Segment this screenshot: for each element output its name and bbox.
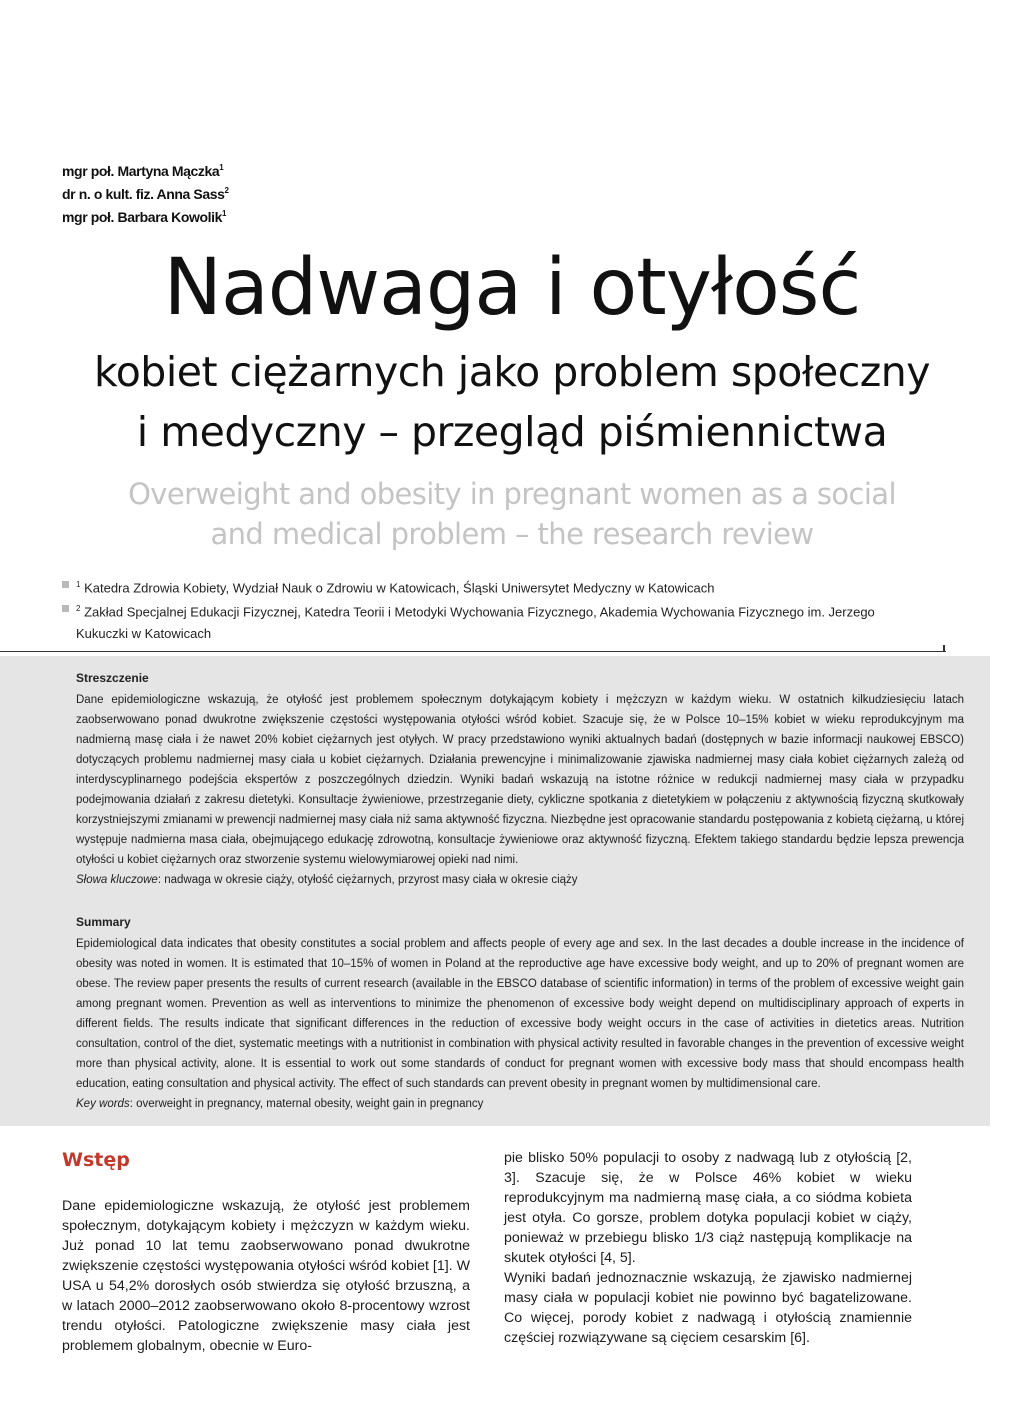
keywords: Key words: overweight in pregnancy, maternal obesity, weight gain in pregnancy (76, 1098, 484, 1110)
title-subtitle (0, 342, 1024, 462)
body-paragraph: Dane epidemiologiczne wskazują, że otyłość jest problemem społecznym, dotykającym kobiety i mężczyzn w każdym wieku. Już ponad 10 lat temu zaobserwowano ponad dwukrotne zwiększenie częstości występowania otyłości wśród kobiet [1]. W USA u 54,2% dorosłych osób stwierdza się otyłość brzuszną, a w latach 2000–2012 zaobserwowano około 8-procentowy wzrost trendu otyłości. Patologiczne zwiększenie masy ciała jest problemem globalnym, obecnie w Euro- (62, 1198, 470, 1354)
abstract-heading: Summary (76, 915, 131, 929)
title-english-line: Overweight and obesity in pregnant women as a social (128, 477, 896, 511)
title-english (0, 474, 1024, 554)
divider (0, 651, 946, 652)
author: mgr poł. Barbara Kowolik$^1$ (62, 209, 227, 225)
body-paragraph: Wyniki badań jednoznacznie wskazują, że zjawisko nadmiernej masy ciała w populacji kobiet nie powinno być bagatelizowane. Co więcej, porody kobiet z nadwagą i otyłością znamiennie częściej rozwiązywane są cięciem cesarskim [6]. (504, 1270, 912, 1346)
author: mgr poł. Martyna Mączka$^1$ (62, 163, 224, 179)
title-subtitle-line: kobiet ciężarnych jako problem społeczny (93, 348, 931, 396)
author-list (62, 158, 229, 227)
affiliation: $^2$ Zakład Specjalnej Edukacji Fizycznej, Katedra Teorii i Metodyki Wychowania Fizycznego, Akademia Wychowania Fizycznego im. Jerzego Kukuczki w Katowicach (62, 598, 882, 643)
affiliations (62, 574, 882, 644)
abstract-english (76, 912, 964, 1114)
bullet-square-icon (62, 581, 69, 588)
section-heading: Wstęp (62, 1149, 130, 1171)
title-main: Nadwaga i otyłość (163, 243, 861, 333)
bullet-square-icon (62, 605, 69, 612)
abstract-heading: Streszczenie (76, 671, 149, 685)
body-paragraph: pie blisko 50% populacji to osoby z nadwagą lub z otyłością [2, 3]. Szacuje się, że w Polsce 46% kobiet w wieku reprodukcyjnym ma nadmierną masę ciała, a co siódma kobieta jest otyła. Co gorsze, problem dotyka populacji kobiet w ciąży, ponieważ w przebiegu blisko 1/3 ciąż następują komplikacje na skutek otyłości [4, 5]. (504, 1150, 912, 1266)
keywords: Słowa kluczowe: nadwaga w okresie ciąży, otyłość ciężarnych, przyrost masy ciała w okresie ciąży (76, 874, 578, 886)
abstract-text: Dane epidemiologiczne wskazują, że otyłość jest problemem społecznym dotykającym kobiety i mężczyzn w każdym wieku. W ostatnich kilkudziesięciu latach zaobserwowano ponad dwukrotne zwiększenie częstości występowania otyłości wśród kobiet. Szacuje się, że w Polsce 10–15% kobiet w wieku reprodukcyjnym ma nadmierną masę ciała i że nawet 20% kobiet ciężarnych jest otyłych. W pracy przedstawiono wyniki aktualnych badań (dostępnych w bazie informacji naukowej EBSCO) dotyczących problemu nadmiernej masy ciała u kobiet ciężarnych. Działania prewencyjne i minimalizowanie zjawiska nadmiernej masy ciała kobiet ciężarnych zależą od interdyscyplinarnego podejścia ekspertów z poszczególnych dziedzin. Wyniki badań wskazują na istotne różnice w redukcji nadmiernej masy ciała w przypadku podejmowania działań z zakresu dietetyki. Konsultacje żywieniowe, przestrzeganie diety, cykliczne spotkania z dietetykiem w połączeniu z aktywnością fizyczną skutkowały korzystniejszymi zmianami w prewencji nadmiernej masy ciała niż sama aktywność fizyczna. Niezbędne jest opracowanie standardu postępowania z kobietą ciężarną, u której występuje nadmierna masa ciała, obejmującego edukację zdrowotną, konsultacje żywieniowe oraz aktywność fizyczną. Efektem takiego standardu będzie lepsza prewencja otyłości u kobiet ciężarnych oraz stworzenie systemu wielowymiarowej opieki nad nimi. (76, 694, 964, 866)
divider-end-mark (943, 645, 945, 652)
body-column-left (62, 1148, 470, 1356)
author-affiliation-mark: 1 (219, 163, 224, 172)
body-column-right (504, 1148, 912, 1348)
title-english-line: and medical problem – the research review (210, 517, 814, 551)
author-affiliation-mark: 1 (222, 209, 227, 218)
affiliation: $^1$ Katedra Zdrowia Kobiety, Wydział Nauk o Zdrowiu w Katowicach, Śląski Uniwersytet Medyczny w Katowicach (62, 574, 882, 598)
abstract-text: Epidemiological data indicates that obesity constitutes a social problem and affects people of every age and sex. In the last decades a double increase in the incidence of obesity was noted in women. It is estimated that 10–15% of women in Poland at the reproductive age have excessive body weight, and up to 20% of pregnant women are obese. The review paper presents the results of current research (available in the EBSCO database of scientific information) in terms of the problem of excessive weight gain among pregnant women. Prevention as well as interventions to minimize the phenomenon of excessive body weight depend on multidisciplinary approach of experts in different fields. The results indicate that significant differences in the reduction of excessive body weight occurs in the case of activities in dietetics areas. Nutrition consultation, control of the diet, systematic meetings with a nutritionist in combination with physical activity resulted in favorable changes in the prevention of excessive weight more than physical activity, alone. It is essential to work out some standards of conduct for pregnant women with excessive body mass that should encompass health education, eating consultation and physical activity. The effect of such standards can prevent obesity in pregnant women by multidimensional care. (76, 938, 964, 1090)
author-affiliation-mark: 2 (224, 186, 229, 195)
author: dr n. o kult. fiz. Anna Sass$^2$ (62, 186, 229, 202)
abstract-polish (76, 668, 964, 890)
title-subtitle-line: i medyczny – przegląd piśmiennictwa (136, 408, 888, 456)
